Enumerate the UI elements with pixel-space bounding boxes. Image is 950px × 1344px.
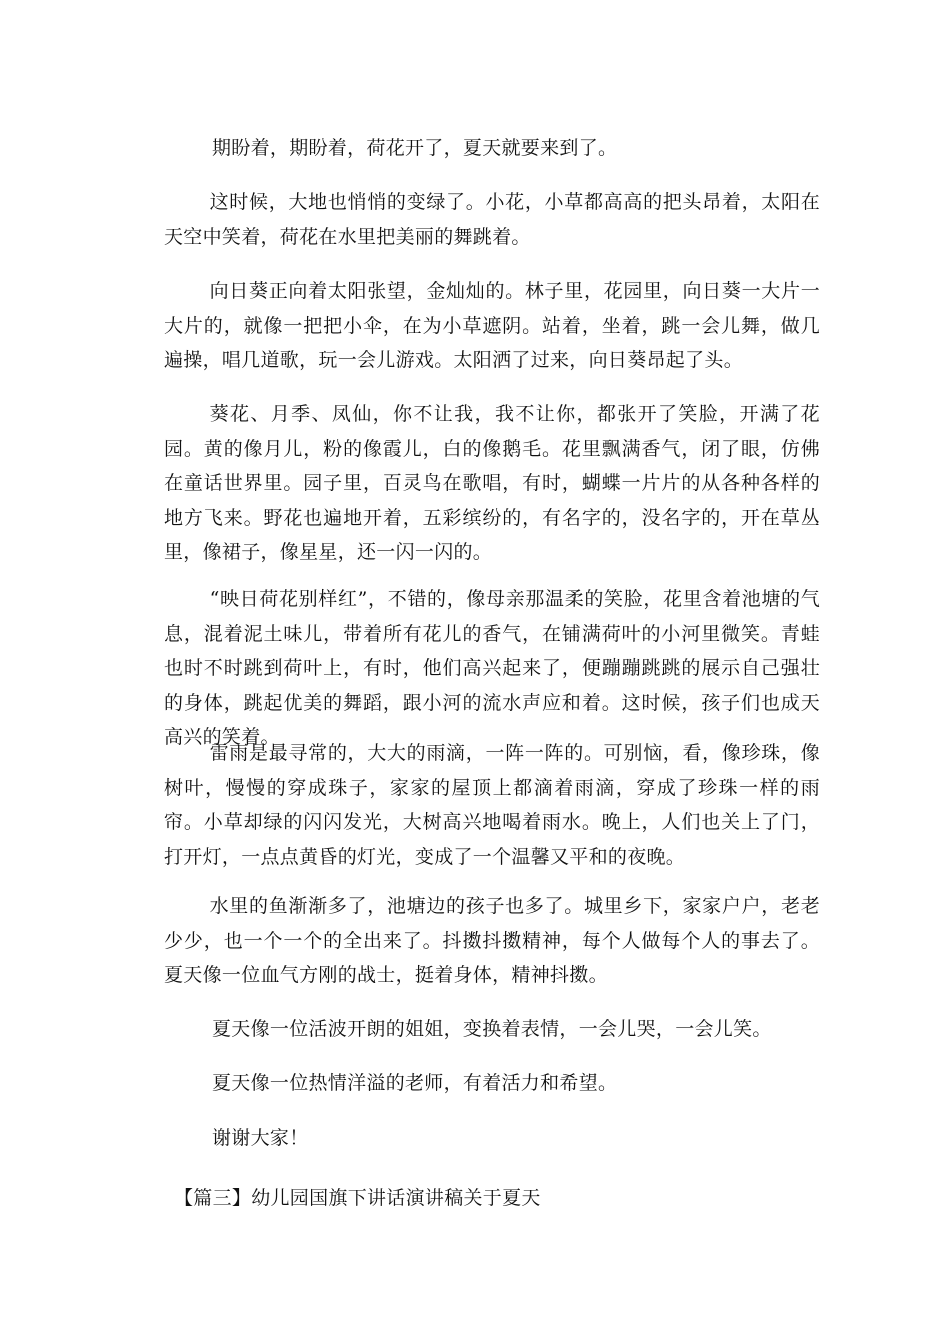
paragraph-7: 水里的鱼渐渐多了，池塘边的孩子也多了。城里乡下，家家户户，老老少少，也一个一个的全出来了。抖擞抖擞精神，每个人做每个人的事去了。夏天像一位血气方刚的战士，挺着身体，精神抖擞。 bbox=[164, 895, 820, 986]
paragraph-5: “映日荷花别样红”，不错的，像母亲那温柔的笑脸，花里含着池塘的气息，混着泥土味儿，带着所有花儿的香气，在铺满荷叶的小河里微笑。青蛙也时不时跳到荷叶上，有时，他们高兴起来了，便蹦蹦跳跳的展示自己强壮的身体，跳起优美的舞蹈，跟小河的流水声应和着。这时候，孩子们也成天高兴的笑着。 bbox=[164, 588, 820, 748]
paragraph-1: 期盼着，期盼着，荷花开了，夏天就要来到了。 bbox=[212, 137, 618, 159]
paragraph-2: 这时候，大地也悄悄的变绿了。小花，小草都高高的把头昂着，太阳在天空中笑着，荷花在水里把美丽的舞跳着。 bbox=[164, 191, 820, 248]
section-heading: 【篇三】幼儿园国旗下讲话演讲稿关于夏天 bbox=[174, 1187, 541, 1209]
paragraph-9: 夏天像一位热情洋溢的老师，有着活力和希望。 bbox=[212, 1072, 618, 1094]
closing-thanks: 谢谢大家！ bbox=[212, 1127, 309, 1149]
paragraph-6: 雷雨是最寻常的，大大的雨滴，一阵一阵的。可别恼，看，像珍珠，像树叶，慢慢的穿成珠子，家家的屋顶上都滴着雨滴，穿成了珍珠一样的雨帘。小草却绿的闪闪发光，大树高兴地喝着雨水。晚上，人们也关上了门，打开灯，一点点黄昏的灯光，变成了一个温馨又平和的夜晚。 bbox=[164, 742, 820, 868]
paragraph-4: 葵花、月季、凤仙，你不让我，我不让你，都张开了笑脸，开满了花园。黄的像月儿，粉的像霞儿，白的像鹅毛。花里飘满香气，闭了眼，仿佛在童话世界里。园子里，百灵鸟在歌唱，有时，蝴蝶一片片的从各种各样的地方飞来。野花也遍地开着，五彩缤纷的，有名字的，没名字的，开在草丛里，像裙子，像星星，还一闪一闪的。 bbox=[164, 403, 820, 563]
paragraph-3: 向日葵正向着太阳张望，金灿灿的。林子里，花园里，向日葵一大片一大片的，就像一把把小伞，在为小草遮阴。站着，坐着，跳一会儿舞，做几遍操，唱几道歌，玩一会儿游戏。太阳洒了过来，向日葵昂起了头。 bbox=[164, 280, 820, 371]
paragraph-8: 夏天像一位活波开朗的姐姐，变换着表情，一会儿哭，一会儿笑。 bbox=[212, 1018, 772, 1040]
